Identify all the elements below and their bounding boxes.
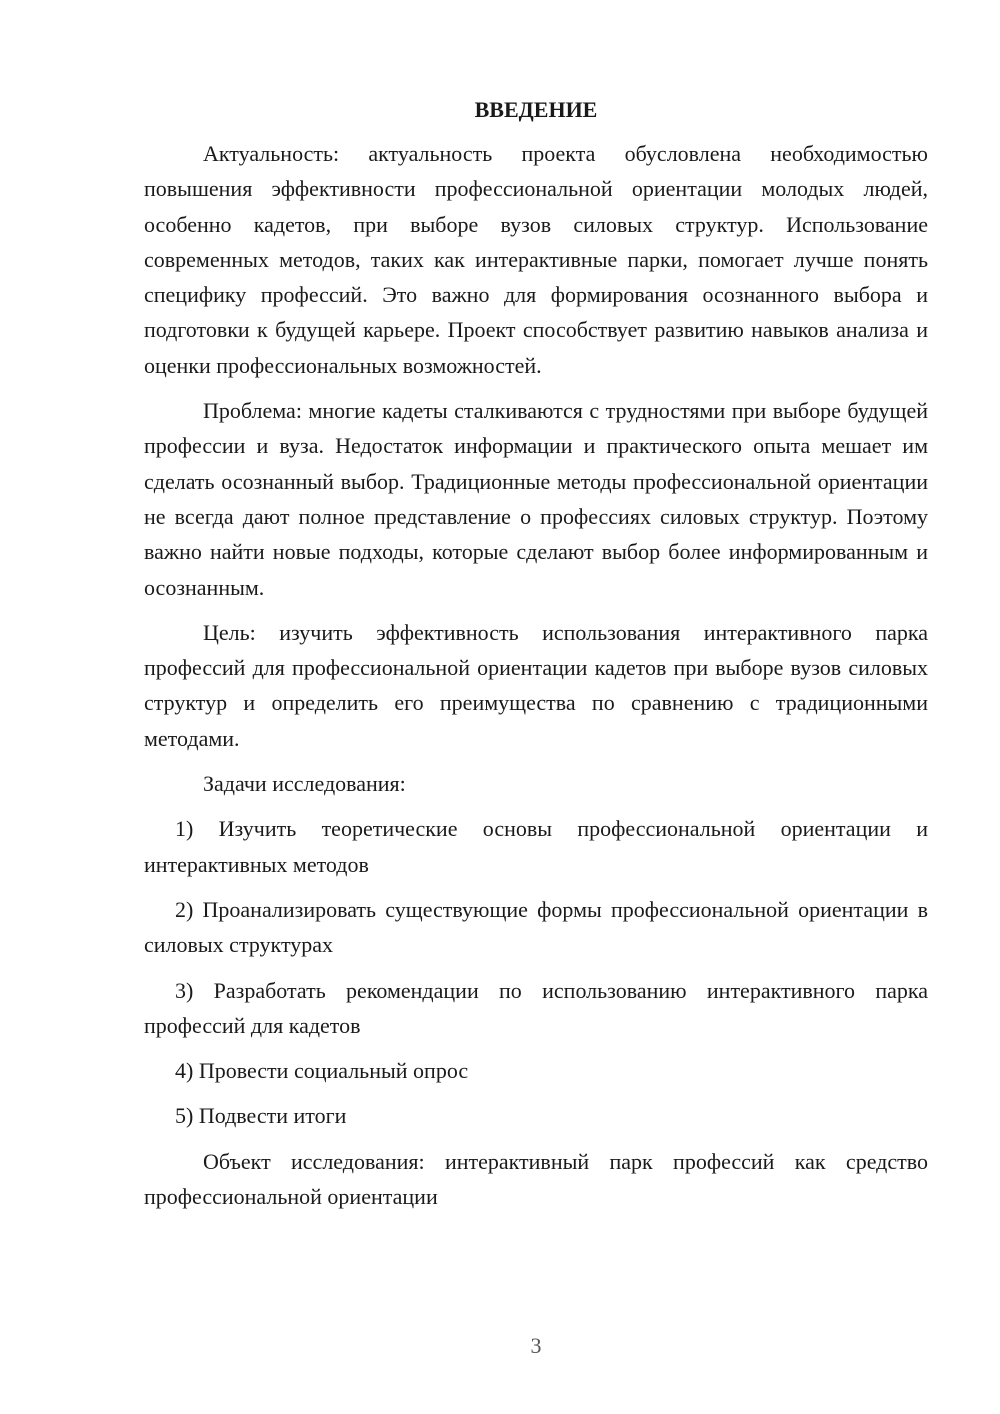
task-item-2: 2) Проанализировать существующие формы профессиональной ориентации в силовых структурах xyxy=(144,896,928,958)
tasks-title: Задачи исследования: xyxy=(203,771,406,797)
paragraph-relevance: Актуальность: актуальность проекта обусловлена необходимостью повышения эффективности профессиональной ориентации молодых людей, особенно кадетов, при выборе вузов силовых структур. Использование современных методов, таких как интерактивные парки, помогает лучше понять специфику профессий. Это важно для формирования осознанного выбора и подготовки к будущей карьере. Проект способствует развитию навыков анализа и оценки профессиональных возможностей. xyxy=(144,141,928,378)
task-item-1: 1) Изучить теоретические основы профессиональной ориентации и интерактивных методов xyxy=(144,816,928,877)
page-content xyxy=(144,94,928,1224)
paragraph-goal: Цель: изучить эффективность использования интерактивного парка профессий для профессиональной ориентации кадетов при выборе вузов силовых структур и определить его преимущества по сравнению с традиционными методами. xyxy=(144,619,928,751)
paragraph-problem: Проблема: многие кадеты сталкиваются с трудностями при выборе будущей профессии и вуза. Недостаток информации и практического опыта мешает им сделать осознанный выбор. Традиционные методы профессиональной ориентации не всегда дают полное представление о профессиях силовых структур. Поэтому важно найти новые подходы, которые сделают выбор более информированным и осознанным. xyxy=(144,398,928,600)
section-heading: ВВЕДЕНИЕ xyxy=(474,97,598,122)
task-item-3: 3) Разработать рекомендации по использованию интерактивного парка профессий для кадетов xyxy=(144,977,928,1038)
task-item-4: 4) Провести социальный опрос xyxy=(175,1058,469,1084)
paragraph-object: Объект исследования: интерактивный парк профессий как средство профессиональной ориентации xyxy=(144,1148,928,1210)
page-number: 3 xyxy=(530,1333,542,1358)
task-item-5: 5) Подвести итоги xyxy=(175,1103,347,1129)
